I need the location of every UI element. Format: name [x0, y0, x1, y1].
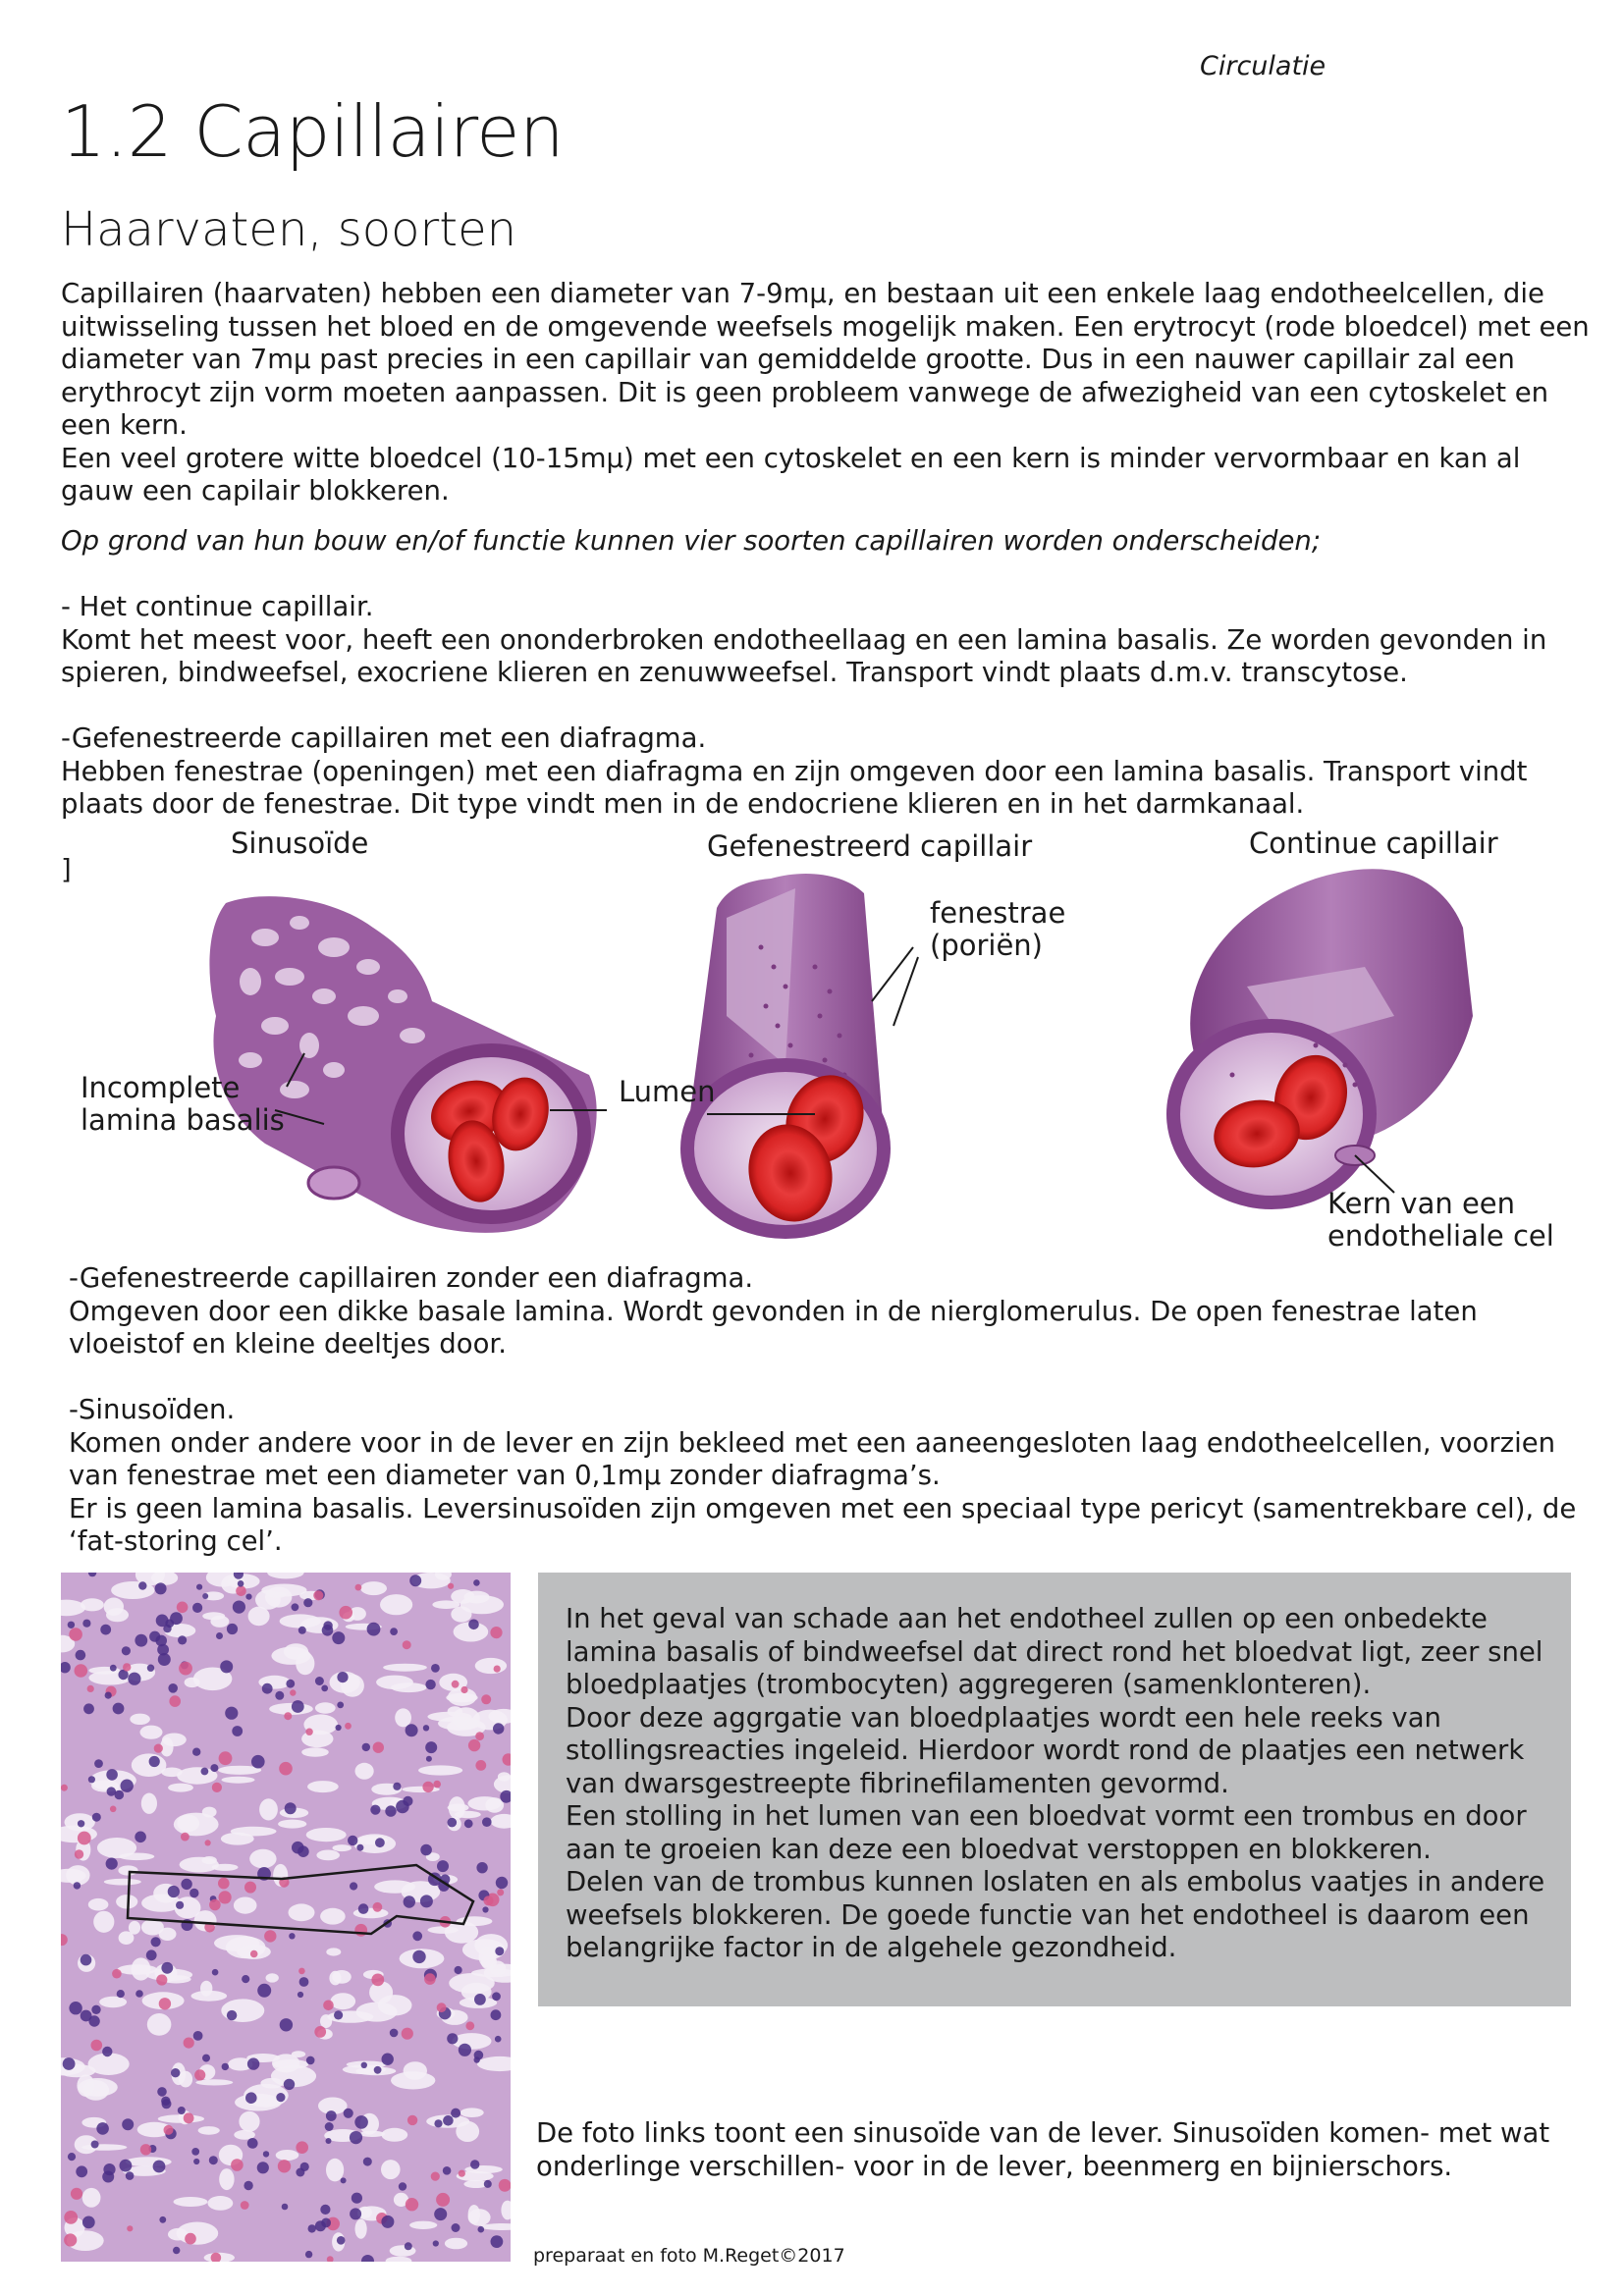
page-title: 1.2 Capillairen — [61, 90, 565, 173]
label-sinusoid: Sinusoïde — [231, 827, 369, 860]
section-text: Hebben fenestrae (openingen) met een diafragma en zijn omgeven door een lamina basalis. Transport vindt plaats door de fenestrae. Dit type vindt men in de endocriene klieren en in het darmkanaal. — [61, 755, 1528, 820]
label-endotheliale-cel: endotheliale cel — [1327, 1219, 1554, 1253]
section-fenestrated-diaphragm — [61, 722, 1593, 822]
section-text: Komen onder andere voor in de lever en zijn bekleed met een aaneengesloten laag endotheelcellen, voorzien van fenestrae met een diameter van 0,1mµ zonder diafragma’s. — [69, 1426, 1556, 1491]
section-heading: - Het continue capillair. — [61, 591, 374, 622]
label-fenestrated: Gefenestreerd capillair — [707, 829, 1033, 863]
sinusoid-illustration — [209, 896, 596, 1233]
intro-paragraph: Capillairen (haarvaten) hebben een diameter van 7-9mµ, en bestaan uit een enkele laag endotheelcellen, die uitwisseling tussen het bloed en de omgevende weefsels mogelijk maken. Een erytrocyt (rode bloedcel) met een diameter van 7mµ past precies in een capillair van gemiddelde grootte. Dus in een nauwer capillair zal een erythrocyt zijn vorm moeten aanpassen. Dit is geen probleem vanwege de afwezigheid van een cytoskelet en een kern. — [61, 278, 1590, 441]
label-incomplete: Incomplete — [81, 1071, 241, 1104]
section-text: Er is geen lamina basalis. Leversinusoïden zijn omgeven met een speciaal type pericyt (samentrekbare cel), de ‘fat-storing cel’. — [69, 1492, 1577, 1557]
intro-italic: Op grond van hun bouw en/of functie kunnen vier soorten capillairen worden onderscheiden; — [61, 525, 1322, 557]
section-text: Komt het meest voor, heeft een ononderbroken endotheellaag en een lamina basalis. Ze worden gevonden in spieren, bindweefsel, exocriene klieren en zenuwweefsel. Transport vindt plaats d.m.v. transcytose. — [61, 623, 1547, 688]
label-fenestrae: fenestrae — [930, 896, 1066, 930]
info-box — [538, 1573, 1571, 2006]
label-lumen: Lumen — [619, 1075, 716, 1108]
photo-caption: De foto links toont een sinusoïde van de lever. Sinusoïden komen- met wat onderlinge verschillen- voor in de lever, beenmerg en bijnierschors. — [536, 2117, 1550, 2182]
fenestrated-illustration — [687, 874, 918, 1232]
continuous-illustration — [1173, 869, 1473, 1202]
liver-micrograph — [61, 1573, 511, 2262]
section-subtitle: Haarvaten, soorten — [61, 202, 517, 257]
info-paragraph: Delen van de trombus kunnen loslaten en als embolus vaatjes in andere weefsels blokkeren. De goede functie van het endotheel is daarom een belangrijke factor in de algehele gezondheid. — [566, 1866, 1545, 1963]
section-fenestrated-no-diaphragm — [69, 1262, 1600, 1362]
capillary-types-figure — [39, 820, 1591, 1271]
section-heading: -Gefenestreerde capillairen met een diafragma. — [61, 722, 707, 754]
intro-text — [61, 278, 1593, 508]
label-continuous: Continue capillair — [1249, 827, 1498, 860]
stray-bracket: ] — [61, 854, 72, 885]
info-paragraph: Een stolling in het lumen van een bloedvat vormt een trombus en door aan te groeien kan deze een bloedvat verstoppen en blokkeren. — [566, 1800, 1527, 1865]
running-header: Circulatie — [1200, 51, 1326, 81]
photo-credit: preparaat en foto M.Reget©2017 — [533, 2245, 845, 2267]
section-text: Omgeven door een dikke basale lamina. Wordt gevonden in de nierglomerulus. De open fenestrae laten vloeistof en kleine deeltjes door. — [69, 1295, 1478, 1360]
label-porien: (poriën) — [930, 929, 1043, 962]
intro-paragraph: Een veel grotere witte bloedcel (10-15mµ) met een cytoskelet en een kern is minder vervormbaar en kan al gauw een capilair blokkeren. — [61, 442, 1521, 507]
label-lamina-basalis: lamina basalis — [81, 1103, 285, 1137]
info-paragraph: In het geval van schade aan het endotheel zullen op een onbedekte lamina basalis of bindweefsel dat direct rond het bloedvat ligt, zeer snel bloedplaatjes (trombocyten) aggregeren (samenklonteren). — [566, 1603, 1543, 1700]
section-continuous — [61, 591, 1593, 690]
info-paragraph: Door deze aggrgatie van bloedplaatjes wordt een hele reeks van stollingsreacties ingeleid. Hierdoor wordt rond de plaatjes een netwerk van dwarsgestreepte fibrinefilamenten gevormd. — [566, 1701, 1525, 1799]
section-heading: -Gefenestreerde capillairen zonder een diafragma. — [69, 1262, 754, 1294]
label-kern: Kern van een — [1327, 1187, 1516, 1220]
section-sinusoids — [69, 1394, 1600, 1559]
section-heading: -Sinusoïden. — [69, 1394, 236, 1425]
